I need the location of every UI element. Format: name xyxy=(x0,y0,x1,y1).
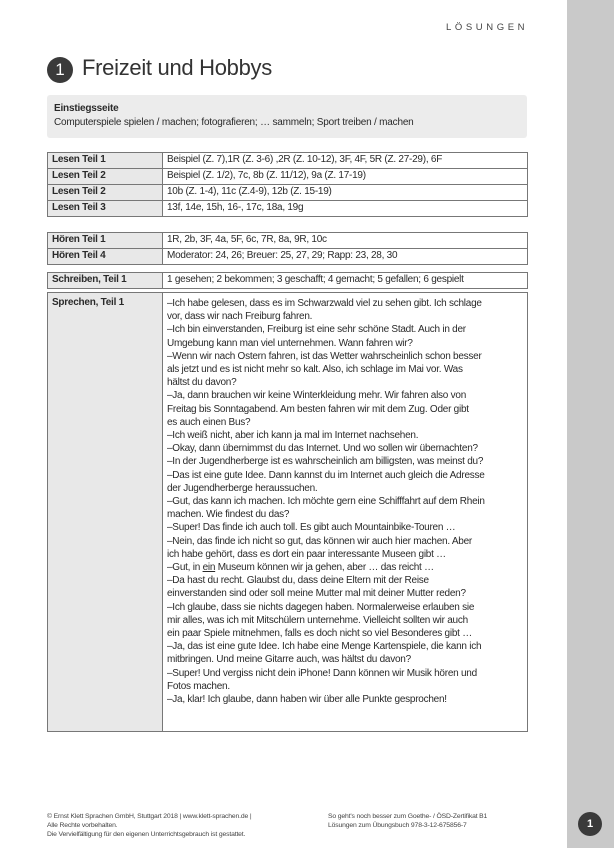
dialogue-text: als jetzt und es ist nicht mehr so kalt. Also, ich schlage im Mai vor. Was xyxy=(167,364,463,376)
footer-book-info xyxy=(328,812,487,830)
intro-text: Computerspiele spielen / machen; fotografieren; … sammeln; Sport treiben / machen xyxy=(54,117,414,128)
dialogue-text: –Gut, in ein Museum können wir ja gehen, aber … das reicht … xyxy=(167,562,434,574)
dialogue-line xyxy=(167,521,523,534)
dialogue-text: –Gut, das kann ich machen. Ich möchte gern eine Schifffahrt auf dem Rhein xyxy=(167,496,485,508)
dialogue-line xyxy=(167,667,523,693)
footer-line: So geht's noch besser zum Goethe- / ÖSD-Zertifikat B1 xyxy=(328,813,488,820)
dialogue-text: Freitag bis Sonntagabend. Am besten fahren wir mit dem Zug. Oder gibt xyxy=(167,403,469,415)
unit-number-badge: 1 xyxy=(47,57,73,83)
dialogue-text: –Okay, dann übernimmst du das Internet. Und wo sollen wir übernachten? xyxy=(167,443,478,455)
table-row xyxy=(48,185,528,201)
table-row xyxy=(48,169,528,185)
dialogue-text: –Das ist eine gute Idee. Dann kannst du im Internet auch gleich die Adresse xyxy=(167,469,485,481)
dialogue-text: einverstanden sind oder soll meine Mutter mal mit deiner Mutter reden? xyxy=(167,588,466,600)
footer-copyright xyxy=(47,812,251,839)
dialogue-text: vor, dass wir nach Freiburg fahren. xyxy=(167,311,313,323)
dialogue-text: –Ich weiß nicht, aber ich kann ja mal im Internet nachsehen. xyxy=(167,430,419,442)
dialogue-text: ein paar Spiele mitnehmen, falls es doch nicht so viel Besonderes gibt … xyxy=(167,628,472,640)
row-label: Hören Teil 4 xyxy=(48,249,163,265)
dialogue-text: –Ja, dann brauchen wir keine Winterkleidung mehr. Wir fahren also von xyxy=(167,390,467,402)
dialogue-text: –Ich bin einverstanden, Freiburg ist eine sehr schöne Stadt. Auch in der xyxy=(167,324,466,336)
dialogue-cell xyxy=(163,293,528,732)
dialogue-text: –In der Jugendherberge ist es wahrscheinlich am billigsten, was meinst du? xyxy=(167,456,484,468)
schreiben-table xyxy=(47,272,528,289)
dialogue-text: –Nein, das finde ich nicht so gut, das können wir auch hier machen. Aber xyxy=(167,535,472,547)
dialogue-line xyxy=(167,574,523,600)
table-row xyxy=(48,273,528,289)
dialogue-line xyxy=(167,469,523,495)
dialogue-text: –Super! Das finde ich auch toll. Es gibt auch Mountainbike-Touren … xyxy=(167,522,456,534)
dialogue-text: –Ich glaube, dass sie nichts dagegen haben. Normalerweise erlauben sie xyxy=(167,601,475,613)
row-answer: 10b (Z. 1-4), 11c (Z.4-9), 12b (Z. 15-19) xyxy=(163,185,528,201)
row-label: Schreiben, Teil 1 xyxy=(48,273,163,289)
row-answer: 13f, 14e, 15h, 16-, 17c, 18a, 19g xyxy=(163,201,528,217)
page-number: 1 xyxy=(578,812,602,836)
dialogue-line xyxy=(167,561,523,574)
row-answer: Moderator: 24, 26; Breuer: 25, 27, 29; Rapp: 23, 28, 30 xyxy=(163,249,528,265)
dialogue-text: ich habe gehört, dass es dort ein paar interessante Museen gibt … xyxy=(167,548,446,560)
table-row xyxy=(48,233,528,249)
row-label: Hören Teil 1 xyxy=(48,233,163,249)
dialogue-text: es auch einen Bus? xyxy=(167,416,251,428)
dialogue-line xyxy=(167,442,523,455)
row-label: Lesen Teil 2 xyxy=(48,169,163,185)
row-answer: Beispiel (Z. 7),1R (Z. 3-6) ,2R (Z. 10-12), 3F, 4F, 5R (Z. 27-29), 6F xyxy=(163,153,528,169)
dialogue-text: der Jugendherberge heraussuchen. xyxy=(167,482,318,494)
dialogue-text: machen. Wie findest du das? xyxy=(167,509,290,521)
footer-line: Alle Rechte vorbehalten. xyxy=(47,822,118,829)
footer-line: Die Vervielfältigung für den eigenen Unterrichtsgebrauch ist gestattet. xyxy=(47,831,246,838)
row-label: Sprechen, Teil 1 xyxy=(48,293,163,732)
dialogue-line xyxy=(167,455,523,468)
table-row xyxy=(48,249,528,265)
dialogue-line xyxy=(167,429,523,442)
dialogue-text: –Ja, das ist eine gute Idee. Ich habe eine Menge Kartenspiele, die kann ich xyxy=(167,641,482,653)
dialogue-line xyxy=(167,297,523,323)
row-label: Lesen Teil 1 xyxy=(48,153,163,169)
dialogue-line xyxy=(167,389,523,429)
side-band xyxy=(567,0,614,848)
dialogue-line xyxy=(167,495,523,521)
table-row xyxy=(48,293,528,732)
dialogue-line xyxy=(167,693,523,706)
table-row xyxy=(48,201,528,217)
row-answer: 1 gesehen; 2 bekommen; 3 geschafft; 4 gemacht; 5 gefallen; 6 gespielt xyxy=(163,273,528,289)
page-title: Freizeit und Hobbys xyxy=(82,55,272,80)
intro-box xyxy=(47,95,527,138)
sprechen-table xyxy=(47,292,528,732)
dialogue-text: Fotos machen. xyxy=(167,680,230,692)
dialogue-line xyxy=(167,640,523,666)
dialogue-text: mir alles, was ich mit Mitschülern unternehme. Vielleicht sollten wir auch xyxy=(167,614,468,626)
hoeren-table xyxy=(47,232,528,265)
dialogue-text: –Super! Und vergiss nicht dein iPhone! Dann können wir Musik hören und xyxy=(167,667,477,679)
dialogue-text: –Wenn wir nach Ostern fahren, ist das Wetter wahrscheinlich schon besser xyxy=(167,350,482,362)
dialogue-text: mitbringen. Und meine Gitarre auch, was hältst du davon? xyxy=(167,654,411,666)
row-answer: Beispiel (Z. 1/2), 7c, 8b (Z. 11/12), 9a (Z. 17-19) xyxy=(163,169,528,185)
dialogue-text: –Ja, klar! Ich glaube, dann haben wir über alle Punkte gesprochen! xyxy=(167,694,447,706)
footer-line: Lösungen zum Übungsbuch 978-3-12-675856-7 xyxy=(328,822,467,829)
dialogue-line xyxy=(167,323,523,349)
footer-line: © Ernst Klett Sprachen GmbH, Stuttgart 2018 | www.klett-sprachen.de | xyxy=(47,813,252,820)
row-label: Lesen Teil 2 xyxy=(48,185,163,201)
table-row xyxy=(48,153,528,169)
dialogue-text: –Da hast du recht. Glaubst du, dass deine Eltern mit der Reise xyxy=(167,575,429,587)
dialogue-text: –Ich habe gelesen, dass es im Schwarzwald viel zu sehen gibt. Ich schlage xyxy=(167,298,482,309)
row-answer: 1R, 2b, 3F, 4a, 5F, 6c, 7R, 8a, 9R, 10c xyxy=(163,233,528,249)
section-label: LÖSUNGEN xyxy=(446,22,529,33)
dialogue-text: Umgebung kann man viel unternehmen. Wann fahren wir? xyxy=(167,337,413,349)
row-label: Lesen Teil 3 xyxy=(48,201,163,217)
dialogue-text: hältst du davon? xyxy=(167,377,237,389)
dialogue-line xyxy=(167,350,523,390)
intro-heading: Einstiegsseite xyxy=(54,103,119,114)
lesen-table xyxy=(47,152,528,217)
dialogue-line xyxy=(167,535,523,561)
dialogue-line xyxy=(167,601,523,641)
